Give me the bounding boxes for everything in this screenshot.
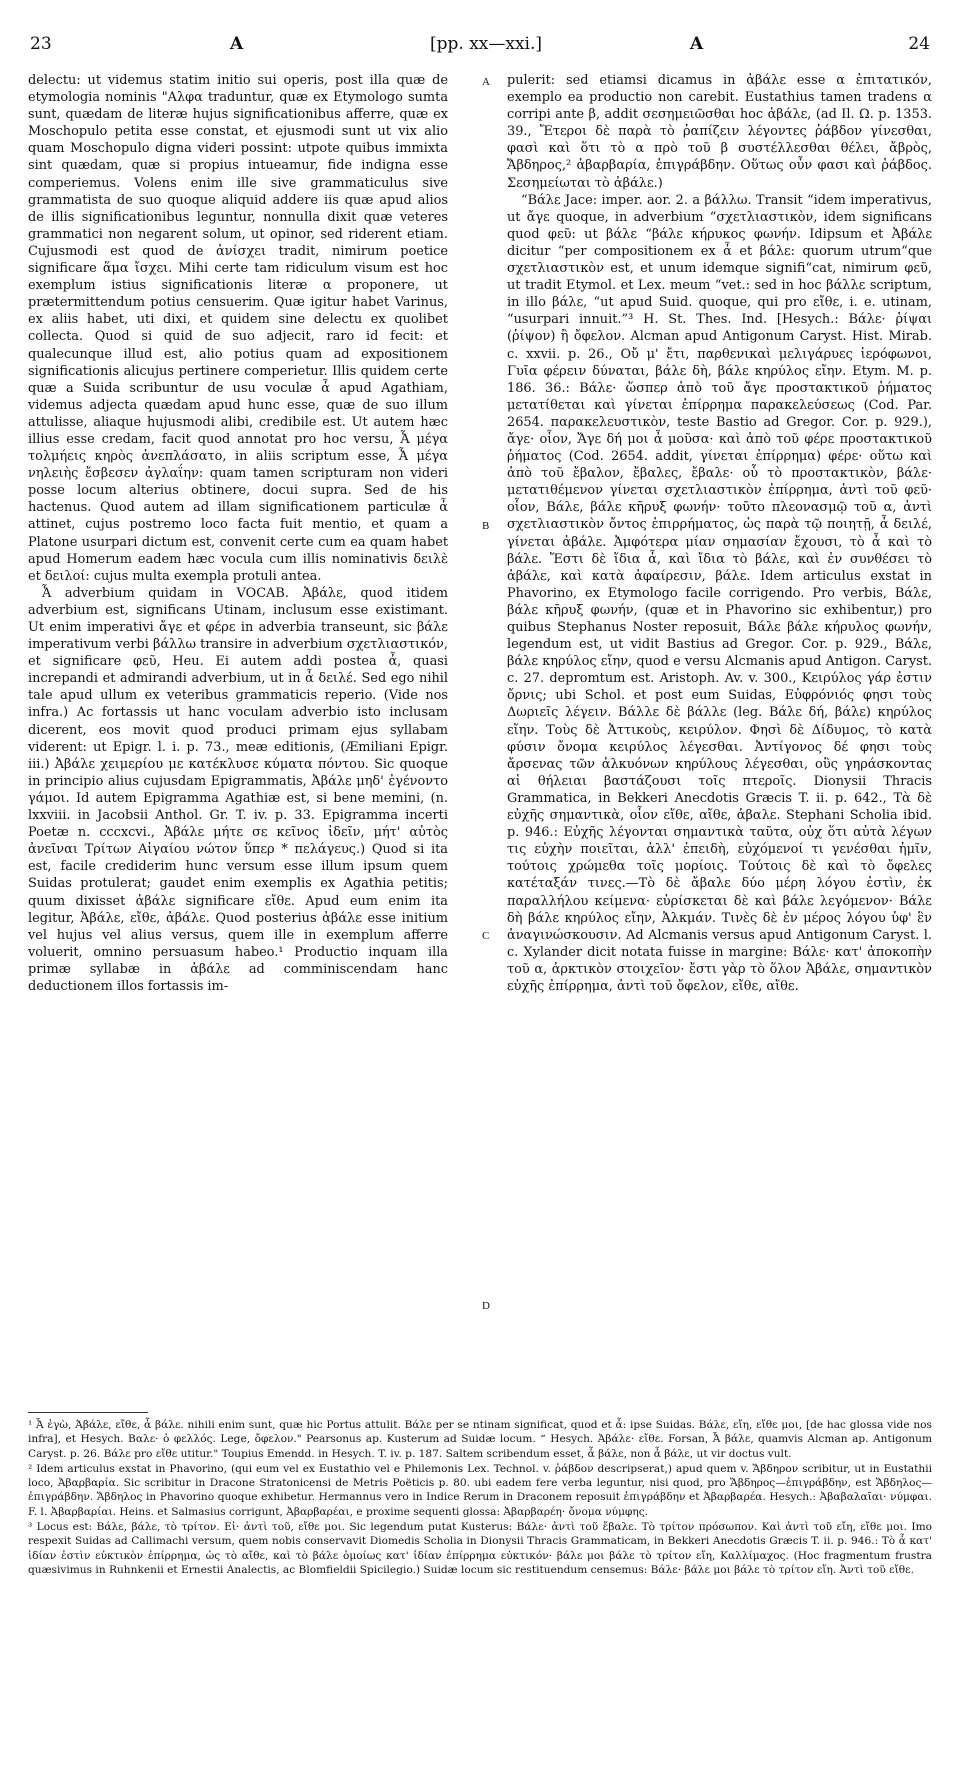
margin-letter-d: D <box>482 1300 490 1312</box>
right-column <box>507 72 932 995</box>
right-paragraph-2: “Βάλε Jace: imper. aor. 2. a βάλλω. Transit “idem imperativus, ut ἄγε quoque, in adverbium “σχετλιαστικὸν, idem significans quod φεῦ: ut βάλε “βάλε κήρυκος φωνήν. Idipsum et Ἀβάλε dicitur “per compositionem ex ἆ et βάλε: quorum utrum“que σχετλιαστικὸν est, et unum idemque signifi“cat, nimirum φεῦ, ut tradit Etymol. et Lex. meum “vet.: sed in hoc βάλλε scriptum, in illo βάλε, “ut apud Suid. quoque, qui pro εἴθε, i. e. utinam, “usurpari innuit.”³ H. St. Thes. Ind. [Hesych.: Βάλε· ῥίψαι (ῥίψον) ἢ ὄφελον. Alcman apud Antigonum Caryst. Hist. Mirab. c. xxvii. p. 26., Οὔ μ' ἔτι, παρθενικαὶ μελιγάρυες ἱερόφωνοι, Γυῖα φέρειν δύναται, βάλε δὴ, βάλε κηρύλος εἴην. Etym. M. p. 186. 36.: Βάλε· ὥσπερ ἀπὸ τοῦ ἄγε προστακτικοῦ ῥήματος μετατίθεται καὶ γίνεται ἐπίρρημα παρακελεύσεως (Cod. Par. 2654. παρακελευστικὸν, teste Bastio ad Gregor. Cor. p. 929.), ἄγε· οἷον, Ἄγε δή μοι ἆ μοῦσα· καὶ ἀπὸ τοῦ φέρε προστακτικοῦ ῥήματος (Cod. 2654. addit, γίνεται ἐπίρρημα) φέρε· οὕτω καὶ ἀπὸ τοῦ ἔβαλον, ἔβαλες, ἔβαλε· οὗ τὸ προστακτικὸν, βάλε· μετατιθέμενον γίνεται σχετλιαστικὸν ἐπίρρημα, ἀντὶ τοῦ φεῦ· οἷον, Βάλε, βάλε κῆρυξ φωνήν· τοῦτο πλεονασμῷ τοῦ α, ἀντὶ σχετλιαστικὸν ὄντος ἐπιρρήματος, ὡς παρὰ τῷ ποιητῇ, ἆ δειλέ, γίνεται ἀβάλε. Ἀμφότερα μίαν σημασίαν ἔχουσι, τὸ ἆ καὶ τὸ βάλε. Ἔστι δὲ ἴδια ἆ, καὶ ἴδια τὸ βάλε, καὶ ἐν συνθέσει τὸ ἀβάλε, καὶ κατὰ ἀφαίρεσιν, βάλε. Idem articulus exstat in Phavorino, ex Etymologo facile corrigendo. Pro verbis, Βάλε, βάλε κῆρυξ φωνήν, (quæ et in Phavorino sic exhibentur,) pro quibus Stephanus Noster reposuit, Βάλε βάλε κήρυλος φωνήν, legendum est, ut vidit Bastius ad Gregor. Cor. p. 929., Βάλε, βάλε κηρύλος εἴην, quod e versu Alcmanis apud Antigon. Caryst. c. 27. depromtum est. Aristoph. Av. v. 300., Κειρύλος γάρ ἐστιν ὄρνις; ubi Schol. et post eum Suidas, Εὐφρόνιός φησι τοὺς Δωριεῖς λέγειν. Βάλλε δὲ βάλλε (leg. Βάλε δή, βάλε) κηρύλος εἴην. Τοὺς δὲ Ἀττικοὺς, κειρύλον. Φησὶ δὲ Δίδυμος, τὸ κατὰ φύσιν ὄνομα κειρύλος λέγεσθαι. Ἀντίγονος δέ φησι τοὺς ἄρσενας τῶν ἀλκυόνων κηρύλους λέγεσθαι, οὓς γηράσκοντας αἱ θήλειαι βαστάζουσι τοῖς πτεροῖς. Dionysii Thracis Grammatica, in Bekkeri Anecdotis Græcis T. ii. p. 642., Τὰ δὲ εὐχῆς σημαντικὰ, οἷον εἴθε, αἴθε, ἀβαλε. Stephani Scholia ibid. p. 946.: Εὐχῆς λέγονται σημαντικὰ ταῦτα, οὐχ ὅτι αὐτὰ λέγων τις εὐχὴν ποιεῖται, ἀλλ' ἐπειδὴ, εὐχόμενοί τι γενέσθαι ἡμῖν, τούτοις χρώμεθα τοῖς μορίοις. Τούτοις δὲ καὶ τὸ ὄφελες κατέταξάν τινες.—Τὸ δὲ ἄβαλε δύο μέρη λόγου ἐστὶν, ἐκ παραλλήλου κείμενα· εὑρίσκεται δὲ καὶ βάλε λεγόμενον· Βάλε δὴ βάλε κηρύλος εἴην, Ἀλκμάν. Τινὲς δὲ ἐν μέρος λόγου ὑφ' ἓν ἀναγινώσκουσιν. Ad Alcmanis versus apud Antigonum Caryst. l. c. Xylander dicit notata fuisse in margine: Βάλε· κατ' ἀποκοπὴν τοῦ α, ἀρκτικὸν στοιχεῖον· ἔστι γὰρ τὸ ὅλον Ἀβάλε, σημαντικὸν εὐχῆς ἐπίρρημα, ἀντὶ τοῦ ὄφελον, εἴθε, αἴθε. <box>507 192 932 994</box>
margin-letter-a: A <box>482 76 490 88</box>
left-paragraph-1: delectu: ut videmus statim initio sui operis, post illa quæ de etymologia nominis "Αλφα traduntur, quæ ex Etymologo sumta sunt, quædam de literæ hujus significationibus afferre, quæ ex Moschopulo petita esse constat, et ejusmodi sunt ut vix alio quam Moschopulo digna videri possint: utpote quibus immixta sint quædam, quæ si propius intueamur, fide indigna esse comperiemus. Volens enim ille sive grammaticulus sive grammatista de suo quoque aliquid addere iis quæ apud alios de illis significationibus leguntur, nonnulla dixit quæ veteres grammatici non negarent solum, ut opinor, sed riderent etiam. Cujusmodi est quod de ἀνίσχει tradit, nimirum poetice significare ἅμα ἴσχει. Mihi certe tam ridiculum visum est hoc exemplum istius significationis literæ α proponere, ut prætermittendum potius censuerim. Quæ igitur habet Varinus, ex aliis habet, uti dixi, et quidem sine delectu ex quolibet collecta. Quod si quid de suo adjecit, raro id fecit: et qualecunque illud est, alio potius quam ad expositionem significationis alicujus pertinere comperietur. Illis quidem certe quæ a Suida scribuntur de usu voculæ ἆ apud Agathiam, videmus adjecta quædam apud hunc esse, quæ de suo illum attulisse, aliaque hujusmodi alibi, credibile est. Ut autem hæc illius esse credam, facit quod annotat pro hoc versu, Ἆ μέγα τολμήεις κηρὸς ἀνεπλάσατο, in aliis scriptum esse, Ἆ μέγα νηλειὴς ἔσβεσεν ἀγλαΐην: quam tamen scripturam non videri posse locum alterius obtinere, docui supra. Sed de his hactenus. Quod autem ad illam significationem particulæ ἆ attinet, cujus postremo loco facta fuit mentio, et quam a Platone usurpari dictum est, convenit certe cum ea quam habet apud Homerum eadem hæc vocula cum illis nominativis δειλὲ et δειλοί: cujus multa exempla protuli antea. <box>28 73 448 584</box>
margin-letter-c: C <box>482 930 490 942</box>
footnote-1: ¹ Ἆ ἐγὼ, Ἀβάλε, εἴθε, ἆ βάλε. nihili enim sunt, quæ hic Portus attulit. Βάλε per se ntinam significat, quod et ἆ: ipse Suidas. Βάλε, εἴη, εἴθε μοι, [de hac glossa vide nos infra], et Hesych. Βαλε· ὁ φελλός. Lege, ὄφελον." Pearsonus ap. Kusterum ad Suidæ locum. “ Hesych. Ἀβάλε· εἴθε. Forsan, Ἆ βάλε, quamvis Alcman ap. Antigonum Caryst. p. 26. Βάλε pro εἴθε utitur." Toupius Emendd. in Hesych. T. iv. p. 187. Saltem scribendum esset, ἆ βάλε, non ἆ βάλε, ut vir doctus vult. <box>28 1419 932 1460</box>
header-letter-right: A <box>690 34 704 54</box>
page-number-left: 23 <box>30 34 52 54</box>
footnote-3: ³ Locus est: Βάλε, βάλε, τὸ τρίτον. Εἰ· ἀντὶ τοῦ, εἴθε μοι. Sic legendum putat Kusterus: Βάλε· ἀντὶ τοῦ ἔβαλε. Τὸ τρίτον πρόσωπον. Καὶ ἀντὶ τοῦ εἴη, εἴθε μοι. Imo respexit Suidas ad Callimachi versum, quem nobis conservavit Diomedis Scholia in Dionysii Thracis Grammaticam, in Bekkeri Anecdotis Græcis T. ii. p. 946.: Τὸ ἆ κατ' ἰδίαν ἐστὶν εὐκτικὸν ἐπίρρημα, ὡς τὸ αἴθε, καὶ τὸ βάλε ὁμοίως κατ' ἰδίαν ἐπίρρημα εὐκτικόν· βάλε μοι βάλε τὸ τρίτον εἴη, Καλλίμαχος. (Hoc fragmentum frustra quæsivimus in Ruhnkenii et Ernestii Analectis, ac Blomfieldii Spicilegio.) Suidæ locum sic restituendum censemus: Βάλε· βάλε μοι βάλε τὸ τρίτον εἴη. Ἀντὶ τοῦ εἴθε. <box>28 1521 932 1576</box>
right-paragraph-1: pulerit: sed etiamsi dicamus in ἀβάλε esse α ἐπιτατικόν, exemplo ea productio non carebit. Eustathius tamen tradens α corripi ante β, addit σεσημειῶσθαι hoc ἀβάλε, (ad Il. Ω. p. 1353. 39., Ἔτεροι δὲ παρὰ τὸ ῥαπίζειν λέγοντες ῥάβδον γίνεσθαι, φασὶ καὶ ὅτι τὸ α πρὸ τοῦ β συστέλλεσθαι θέλει, ἄβρὸς, Ἄβδηρος,² ἀβαρβαρία, ἐπιγράβδην. Οὕτως οὖν φασι καὶ ῥάβδος. Σεσημείωται τὸ ἀβάλε.) <box>507 73 932 191</box>
footnotes <box>28 1418 932 1578</box>
margin-letter-b: B <box>482 520 490 532</box>
page-header <box>30 34 930 60</box>
header-letter-left: A <box>230 34 244 54</box>
header-page-range: [pp. xx—xxi.] <box>430 34 543 54</box>
left-paragraph-2: Ἆ adverbium quidam in VOCAB. Ἀβάλε, quod itidem adverbium est, significans Utinam, inclusum esse existimant. Ut enim imperativi ἄγε et φέρε in adverbia transeunt, sic βάλε imperativum verbi βάλλω transire in adverbium σχετλιαστικόν, et significare φεῦ, Heu. Ei autem addi postea ἆ, quasi increpandi et admirandi adverbium, ut in ἆ δειλέ. Sed ego nihil tale apud ullum ex veteribus grammaticis reperio. (Vide nos infra.) Ac fortassis ut hanc voculam adverbio isto inclusam dicerent, eos movit quod produci primam ejus syllabam viderent: ut Epigr. l. i. p. 73., meæ editionis, (Æmiliani Epigr. iii.) Ἀβάλε χειμερίου με κατέκλυσε κύματα πόντου. Sic quoque in principio alius cujusdam Epigrammatis, Ἀβάλε μηδ' ἐγένοντο γάμοι. Id autem Epigramma Agathiæ est, si bene memini, (n. lxxviii. in Jacobsii Anthol. Gr. T. iv. p. 33. Epigramma incerti Poetæ n. cccxcvi., Ἀβάλε μήτε σε κεῖνος ἰδεῖν, μήτ' αὐτὸς ἀνεῖναι Τρίτων Αἰγαίου νώτον ὕπερ * πελάγευς.) Quod si ita est, facile crediderim hunc versum esse illum ipsum quem Suidas protulerat; gaudet enim exemplis ex Agathia petitis; quum dixisset ἀβάλε significare εἴθε. Apud eum enim ita legitur, Ἀβάλε, εἴθε, ἀβάλε. Quod posterius ἀβάλε esse initium vel hujus vel alius versus, quem ille in exemplum afferre voluerit, omnino persuasum habeo.¹ Productio inquam illa primæ syllabæ in ἀβάλε ad comminiscendam hanc deductionem illos fortassis im- <box>28 585 448 994</box>
footnote-divider <box>28 1412 148 1413</box>
page-number-right: 24 <box>908 34 930 54</box>
footnote-2: ² Idem articulus exstat in Phavorino, (qui eum vel ex Eustathio vel e Philemonis Lex. Technol. v. ῥάβδον descripserat,) apud quem v. Ἄβδηρον scribitur, ut in Eustathii loco, Ἀβαρβαρία. Sic scribitur in Dracone Stratonicensi de Metris Poëticis p. 80. ubi eadem fere verba leguntur, nisi quod, pro Ἄβδηρος—ἐπιγράβδην, est Ἄβδηλος—ἐπιγράβδην. Ἄβδηλος in Phavorino quoque exhibetur. Hermannus vero in Indice Rerum in Draconem reposuit ἐπιγράβδην et Ἀβαρβαρέα. Hesych.: Ἀβαβαλαῖαι· νύμφαι. F. l. Ἀβαρβαρίαι. Heins. et Salmasius corrigunt, Ἀβαρβαρέαι, e proxime sequenti glossa: Ἀβαρβαρέη· ὄνομα νύμφης. <box>28 1462 932 1518</box>
left-column <box>28 72 448 995</box>
